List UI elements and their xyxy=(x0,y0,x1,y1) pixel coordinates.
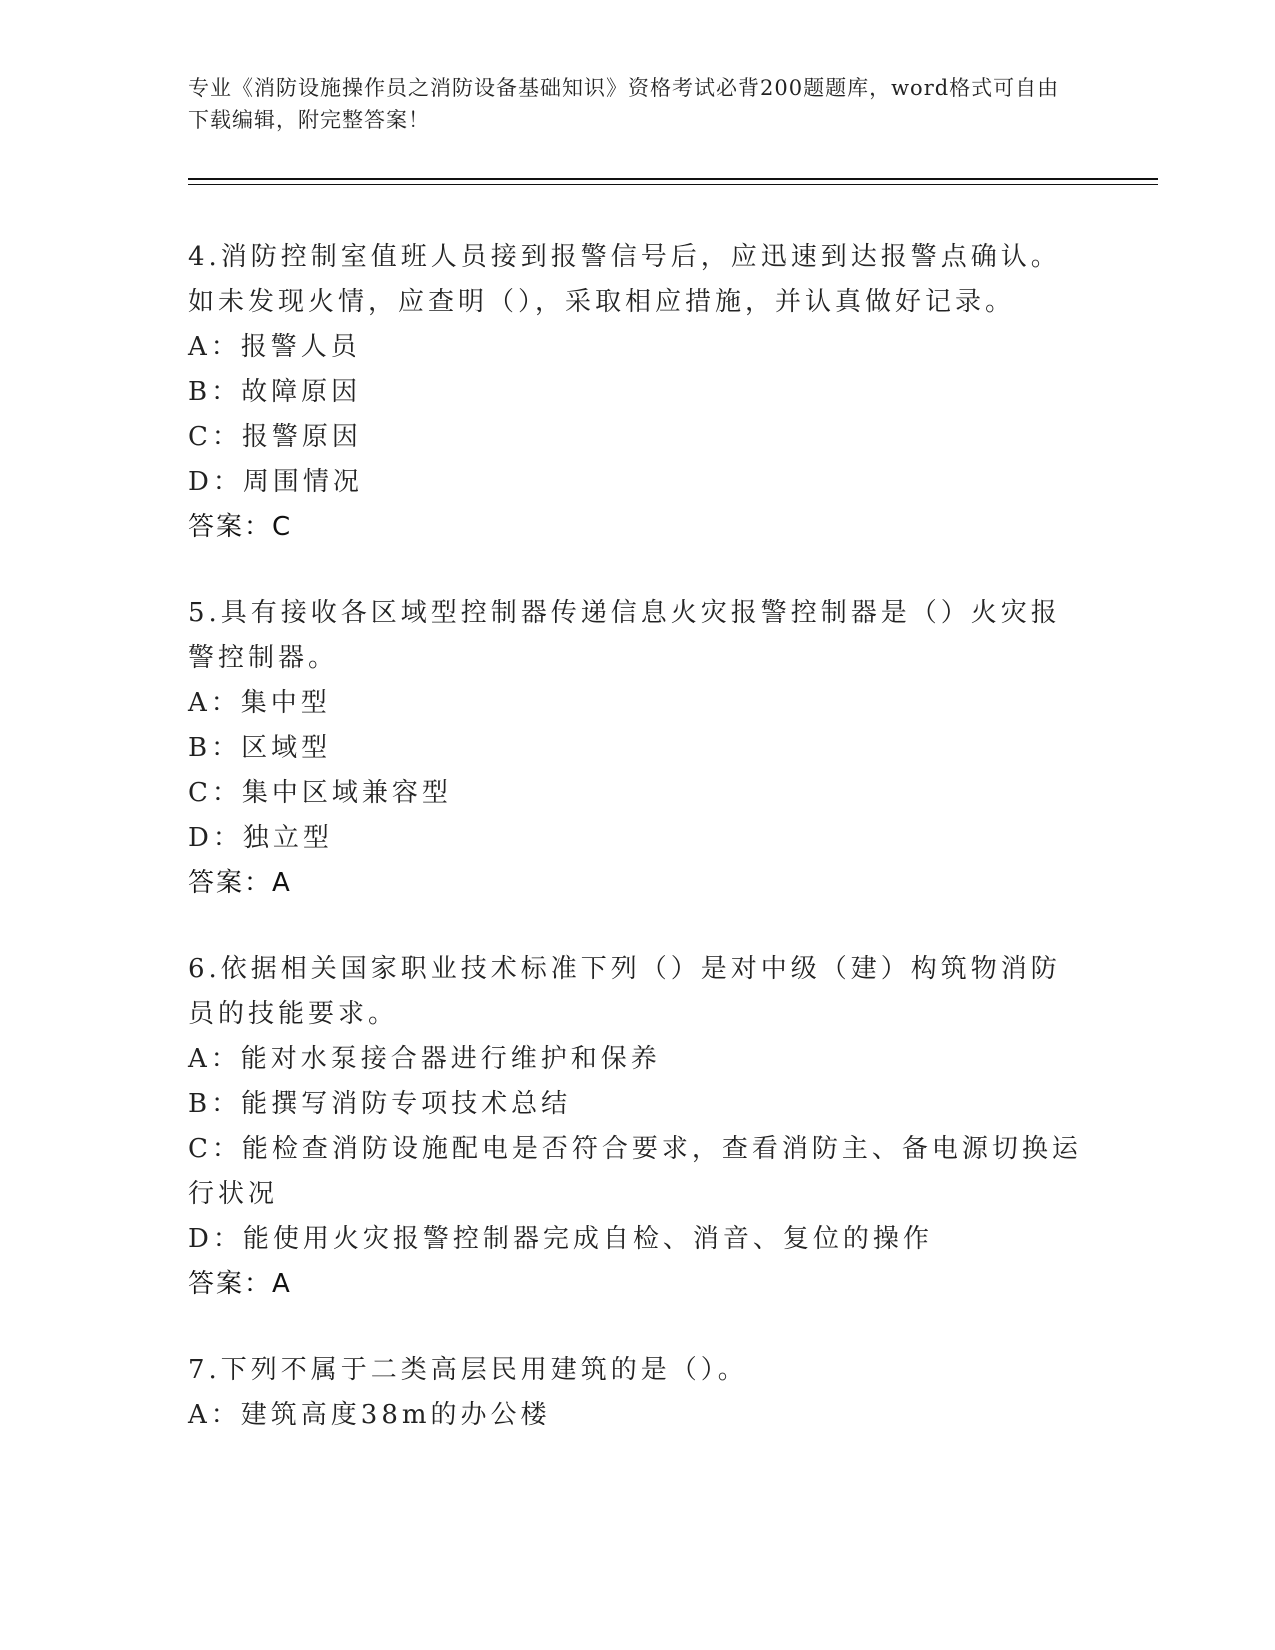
option-a: A：报警人员 xyxy=(188,332,361,362)
question-stem: 5.具有接收各区域型控制器传递信息火灾报警控制器是（）火灾报警控制器。 xyxy=(188,598,1061,673)
question-5 xyxy=(188,591,1088,906)
question-stem: 6.依据相关国家职业技术标准下列（）是对中级（建）构筑物消防员的技能要求。 xyxy=(188,954,1061,1029)
question-6 xyxy=(188,947,1088,1307)
header-divider-thin xyxy=(188,184,1158,185)
question-stem: 7.下列不属于二类高层民用建筑的是（）。 xyxy=(188,1355,748,1385)
option-a: A：建筑高度38m的办公楼 xyxy=(188,1400,551,1430)
option-d: D：能使用火灾报警控制器完成自检、消音、复位的操作 xyxy=(188,1224,933,1254)
option-c: C：报警原因 xyxy=(188,422,362,452)
option-a: A：集中型 xyxy=(188,688,331,718)
question-7 xyxy=(188,1348,1088,1438)
option-b: B：区域型 xyxy=(188,733,332,763)
answer-line: 答案：A xyxy=(188,1269,292,1299)
option-a: A：能对水泵接合器进行维护和保养 xyxy=(188,1044,661,1074)
question-list xyxy=(188,235,1088,1479)
option-d: D：周围情况 xyxy=(188,467,363,497)
option-d: D：独立型 xyxy=(188,823,333,853)
option-c: C：集中区域兼容型 xyxy=(188,778,452,808)
option-c: C：能检查消防设施配电是否符合要求，查看消防主、备电源切换运行状况 xyxy=(188,1134,1082,1209)
answer-line: 答案：C xyxy=(188,512,293,542)
document-header: 专业《消防设施操作员之消防设备基础知识》资格考试必背200题题库，word格式可自由下载编辑，附完整答案！ xyxy=(188,76,1060,132)
answer-line: 答案：A xyxy=(188,868,292,898)
question-4 xyxy=(188,235,1088,550)
header-divider-thick xyxy=(188,178,1158,180)
option-b: B：能撰写消防专项技术总结 xyxy=(188,1089,572,1119)
question-stem: 4.消防控制室值班人员接到报警信号后，应迅速到达报警点确认。如未发现火情，应查明（），采取相应措施，并认真做好记录。 xyxy=(188,242,1061,317)
option-b: B：故障原因 xyxy=(188,377,362,407)
